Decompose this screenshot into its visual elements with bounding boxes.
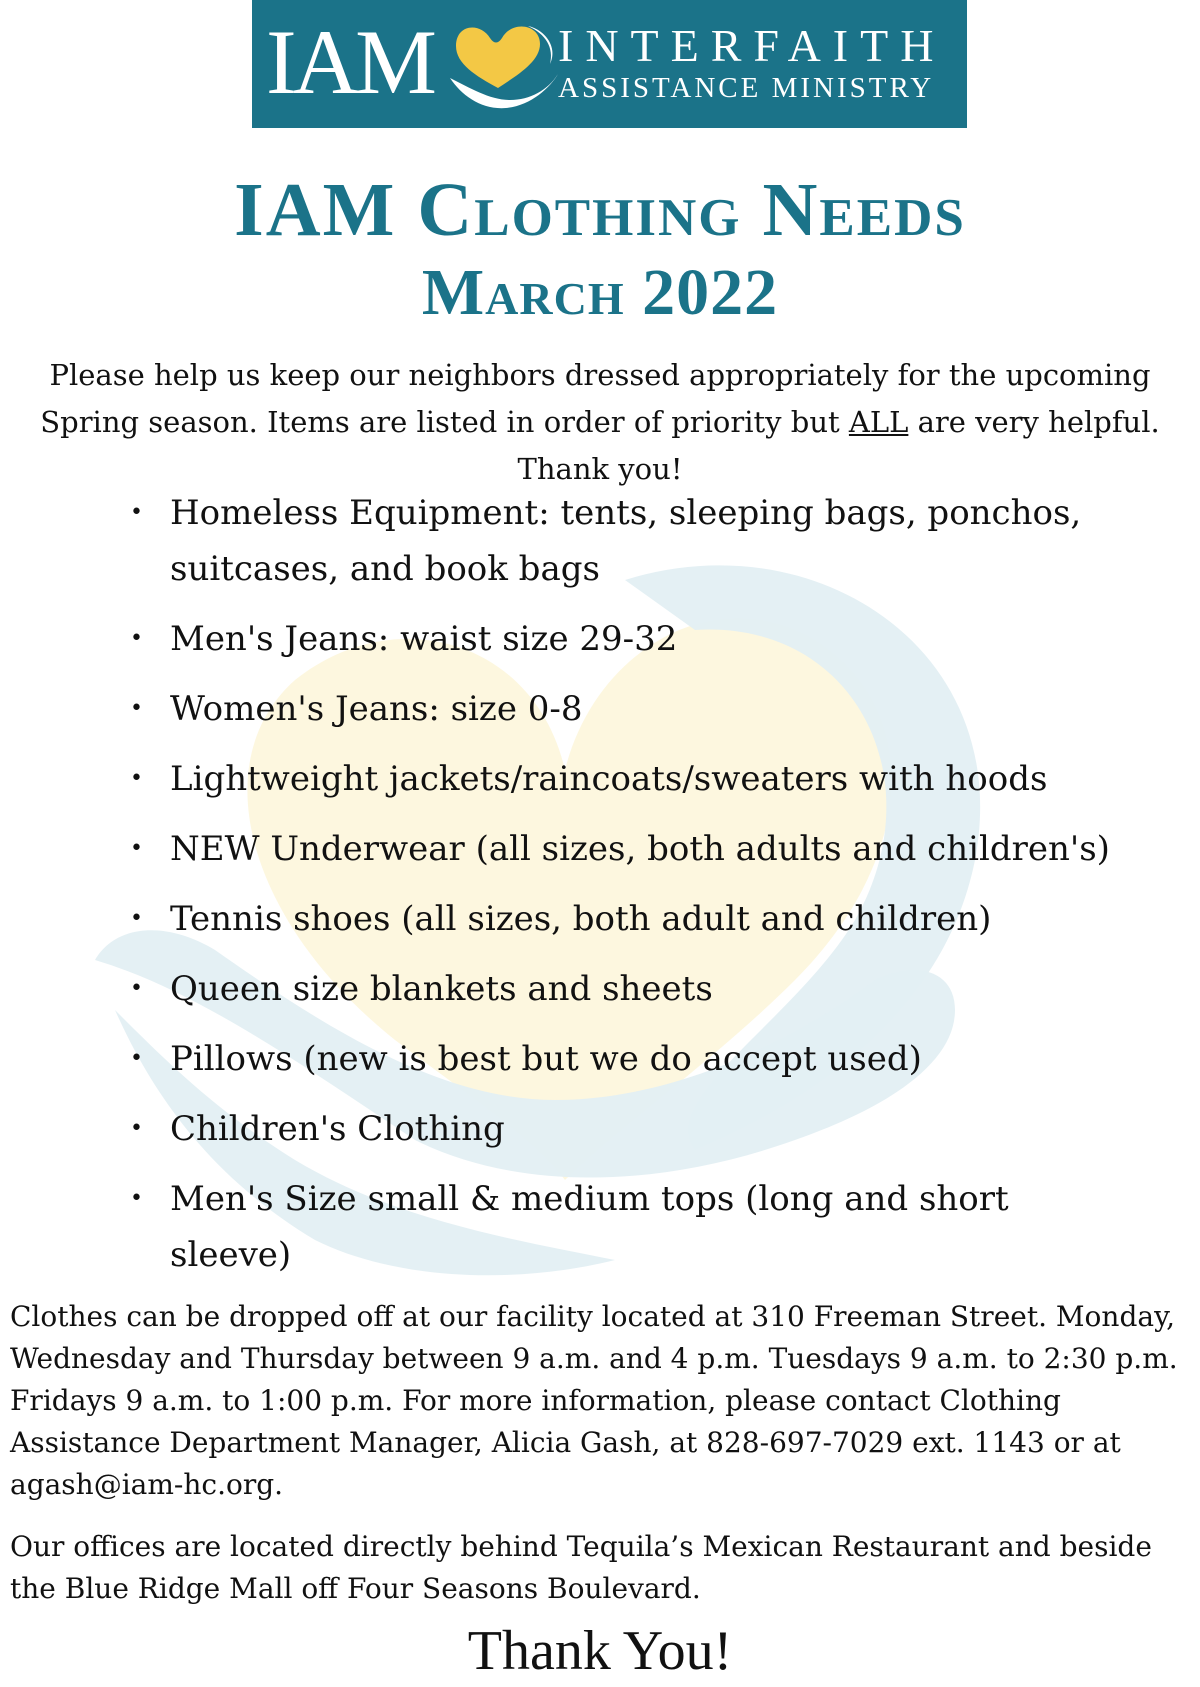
list-item: • Pillows (new is best but we do accept used) — [130, 1031, 1130, 1087]
list-item: • Tennis shoes (all sizes, both adult and children) — [130, 891, 1130, 947]
intro-paragraph — [20, 352, 1180, 493]
intro-underlined: ALL — [848, 405, 909, 439]
list-item: • Men's Jeans: waist size 29-32 — [130, 611, 1130, 667]
logo-line1: INTERFAITH — [558, 20, 946, 71]
list-item: • Children's Clothing — [130, 1101, 1130, 1157]
dropoff-paragraph: Clothes can be dropped off at our facility located at 310 Freeman Street. Monday, Wednesday and Thursday between 9 a.m. and 4 p.m. Tuesdays 9 a.m. to 2:30 p.m. Fridays 9 a.m. to 1:00 p.m. For more information, please contact Clothing Assistance Department Manager, Alicia Gash, at 828-697-7029 ext. 1143 or at agash@iam-hc.org. — [10, 1300, 1178, 1501]
heart-hand-icon — [450, 18, 560, 110]
list-item: • Lightweight jackets/raincoats/sweaters with hoods — [130, 751, 1130, 807]
logo-line2: ASSISTANCE MINISTRY — [558, 72, 935, 104]
page-subtitle: March 2022 — [421, 256, 779, 329]
closing-thank-you: Thank You! — [467, 1620, 733, 1682]
iam-logo — [252, 0, 967, 128]
list-item: • Women's Jeans: size 0-8 — [130, 681, 1130, 737]
page-title: IAM Clothing Needs — [234, 168, 966, 252]
list-item: • NEW Underwear (all sizes, both adults and children's) — [130, 821, 1130, 877]
intro-text-before: Please help us keep our neighbors dressed appropriately for the upcoming Spring season. Items are listed in order of priority but — [40, 358, 1151, 439]
intro-text-after: are very helpful. Thank you! — [517, 405, 1160, 486]
location-paragraph: Our offices are located directly behind Tequila’s Mexican Restaurant and beside the Blue Ridge Mall off Four Seasons Boulevard. — [10, 1530, 1152, 1605]
list-item: • Homeless Equipment: tents, sleeping bags, ponchos, suitcases, and book bags — [130, 485, 1130, 597]
list-item: • Men's Size small & medium tops (long and short sleeve) — [130, 1171, 1130, 1283]
logo-short: IAM — [266, 11, 433, 113]
needs-list — [130, 485, 1130, 1297]
list-item: • Queen size blankets and sheets — [130, 961, 1130, 1017]
